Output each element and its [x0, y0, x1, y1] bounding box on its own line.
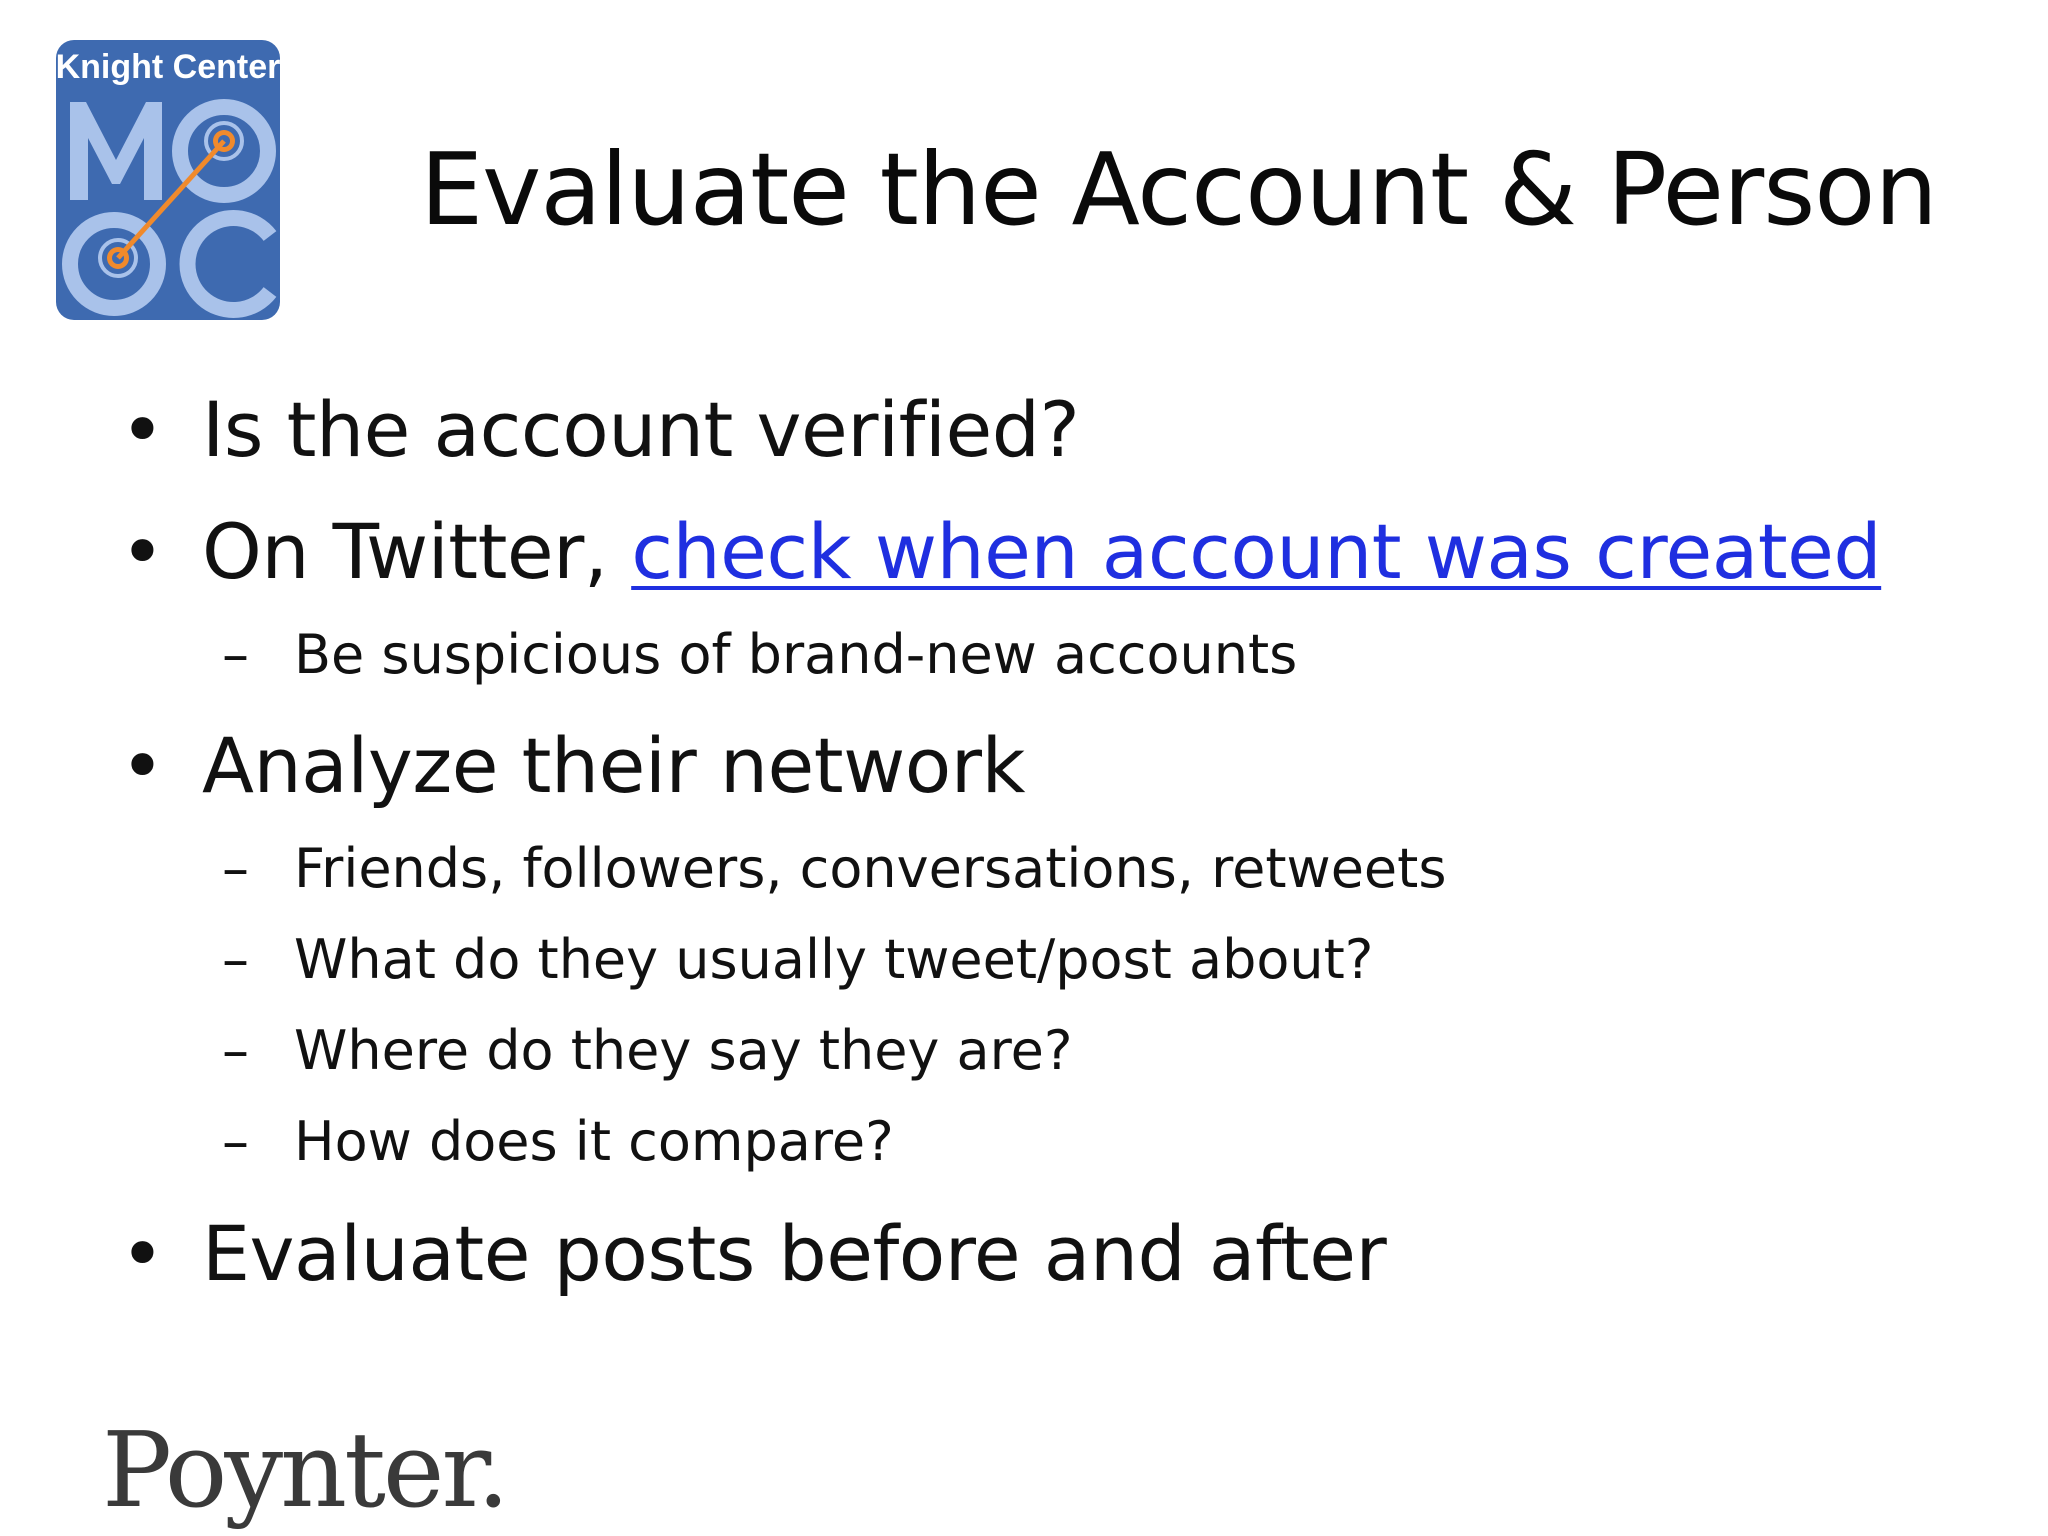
- poynter-logo: Poynter.: [102, 1409, 507, 1531]
- bullet-marker: •: [120, 721, 165, 810]
- sub-bullet-text: Be suspicious of brand-new accounts: [294, 623, 1298, 686]
- dash-marker: –: [222, 623, 249, 686]
- bullet-text-prefix: On Twitter,: [202, 507, 632, 596]
- slide-title: Evaluate the Account & Person: [420, 131, 1937, 248]
- dash-marker: –: [222, 837, 249, 900]
- bullet-text: Is the account verified?: [202, 385, 1080, 474]
- bullet-marker: •: [120, 507, 165, 596]
- logo-label: Knight Center: [56, 48, 280, 86]
- sub-bullet-text: Friends, followers, conversations, retweets: [294, 837, 1447, 900]
- sub-bullet-text: What do they usually tweet/post about?: [294, 928, 1374, 991]
- sub-bullet-text: How does it compare?: [294, 1110, 894, 1173]
- dash-marker: –: [222, 1110, 249, 1173]
- bullet-text: Analyze their network: [202, 721, 1026, 810]
- account-created-link[interactable]: check when account was created: [631, 507, 1882, 596]
- sub-bullet-text: Where do they say they are?: [294, 1019, 1073, 1082]
- dash-marker: –: [222, 928, 249, 991]
- bullet-text: Evaluate posts before and after: [202, 1209, 1387, 1298]
- dash-marker: –: [222, 1019, 249, 1082]
- bullet-marker: •: [120, 1209, 165, 1298]
- bullet-marker: •: [120, 385, 165, 474]
